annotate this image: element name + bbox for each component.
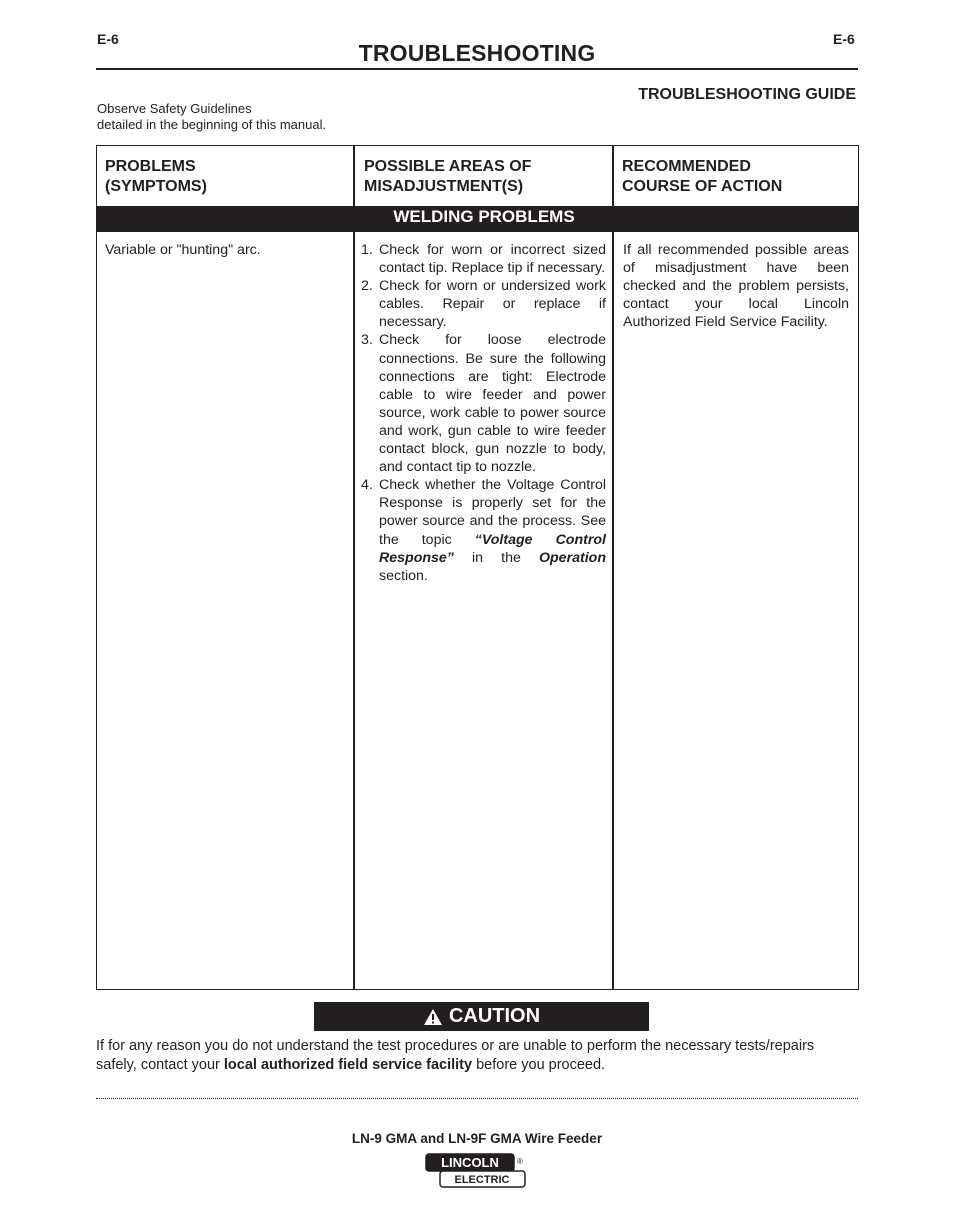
- header-course-of-action: [622, 157, 782, 197]
- logo-text-top: LINCOLN: [441, 1155, 499, 1170]
- page-number-left: E-6: [97, 31, 119, 47]
- lincoln-electric-logo: [425, 1153, 529, 1189]
- problem-cell: Variable or "hunting" arc.: [105, 242, 261, 258]
- column-divider: [353, 146, 355, 989]
- footer-product-name: LN-9 GMA and LN-9F GMA Wire Feeder: [351, 1131, 603, 1146]
- caution-banner: [314, 1002, 649, 1031]
- step-number: 3.: [361, 332, 373, 349]
- section-label: WELDING PROBLEMS: [393, 207, 575, 226]
- header-misadjustments: [364, 157, 531, 197]
- step-text-part: section.: [379, 567, 428, 584]
- step-text: Check for worn or incorrect sized contact tip. Replace tip if necessary.: [379, 242, 606, 277]
- troubleshooting-table: [96, 145, 859, 990]
- caution-text-part: If for any reason you do not understand the test procedures or are unable to perform the necessary tests/repairs safely, contact your: [96, 1038, 815, 1073]
- misadjustment-list: [361, 241, 606, 585]
- voltage-control-response-reference: “Voltage Control Response”: [379, 531, 606, 566]
- action-cell: If all recommended possible areas of misadjustment have been checked and the problem persists, contact your local Lincoln Authorized Field Service Facility.: [623, 242, 849, 331]
- step-text-part: in the: [453, 549, 539, 566]
- header-problems-line1: PROBLEMS: [105, 158, 196, 175]
- step-text: Check for loose electrode connections. Be sure the following connections are tight: Electrode cable to wire feeder and power source, work cable to power source and work, gun cable to wire feeder contact block, gun nozzle to body, and contact tip to nozzle.: [379, 332, 606, 476]
- operation-section-reference: Operation: [538, 549, 606, 566]
- list-item: [361, 476, 606, 585]
- logo-text-bottom: ELECTRIC: [454, 1174, 510, 1186]
- list-item: [361, 241, 606, 277]
- list-item: [361, 331, 606, 476]
- header-problems-line2: (SYMPTOMS): [105, 178, 207, 195]
- step-number: 1.: [361, 242, 373, 258]
- title-rule: [96, 68, 858, 70]
- header-misadjustments-line2: MISADJUSTMENT(S): [364, 178, 524, 195]
- safety-note-line1: Observe Safety Guidelines: [97, 101, 252, 116]
- header-misadjustments-line1: POSSIBLE AREAS OF: [364, 158, 532, 175]
- step-text-part: Check whether the Voltage Control Response is properly set for the power source and the process. See the topic: [379, 477, 606, 548]
- step-text: [379, 476, 606, 585]
- header-action-line1: RECOMMENDED: [622, 158, 751, 175]
- caution-text-emphasis: local authorized field service facility: [223, 1056, 473, 1073]
- page-title: TROUBLESHOOTING: [358, 40, 596, 66]
- caution-text-part: before you proceed.: [472, 1056, 606, 1073]
- step-text: Check for worn or undersized work cables. Repair or replace if necessary.: [379, 278, 606, 331]
- step-number: 4.: [361, 477, 373, 494]
- safety-note-line2: detailed in the beginning of this manual.: [97, 117, 327, 132]
- step-number: 2.: [361, 278, 373, 295]
- caution-text: [96, 1037, 858, 1074]
- section-bar: [97, 206, 858, 232]
- list-item: [361, 277, 606, 331]
- header-action-line2: COURSE OF ACTION: [622, 178, 783, 195]
- footer-divider: [96, 1098, 858, 1099]
- warning-icon: [423, 1008, 443, 1026]
- logo-registered-mark: ®: [517, 1157, 523, 1166]
- guide-title: TROUBLESHOOTING GUIDE: [638, 86, 856, 103]
- page-number-right: E-6: [833, 31, 855, 47]
- safety-note: [97, 101, 326, 133]
- caution-label: CAUTION: [448, 1005, 541, 1027]
- column-divider: [612, 146, 614, 989]
- header-problems: [105, 157, 207, 197]
